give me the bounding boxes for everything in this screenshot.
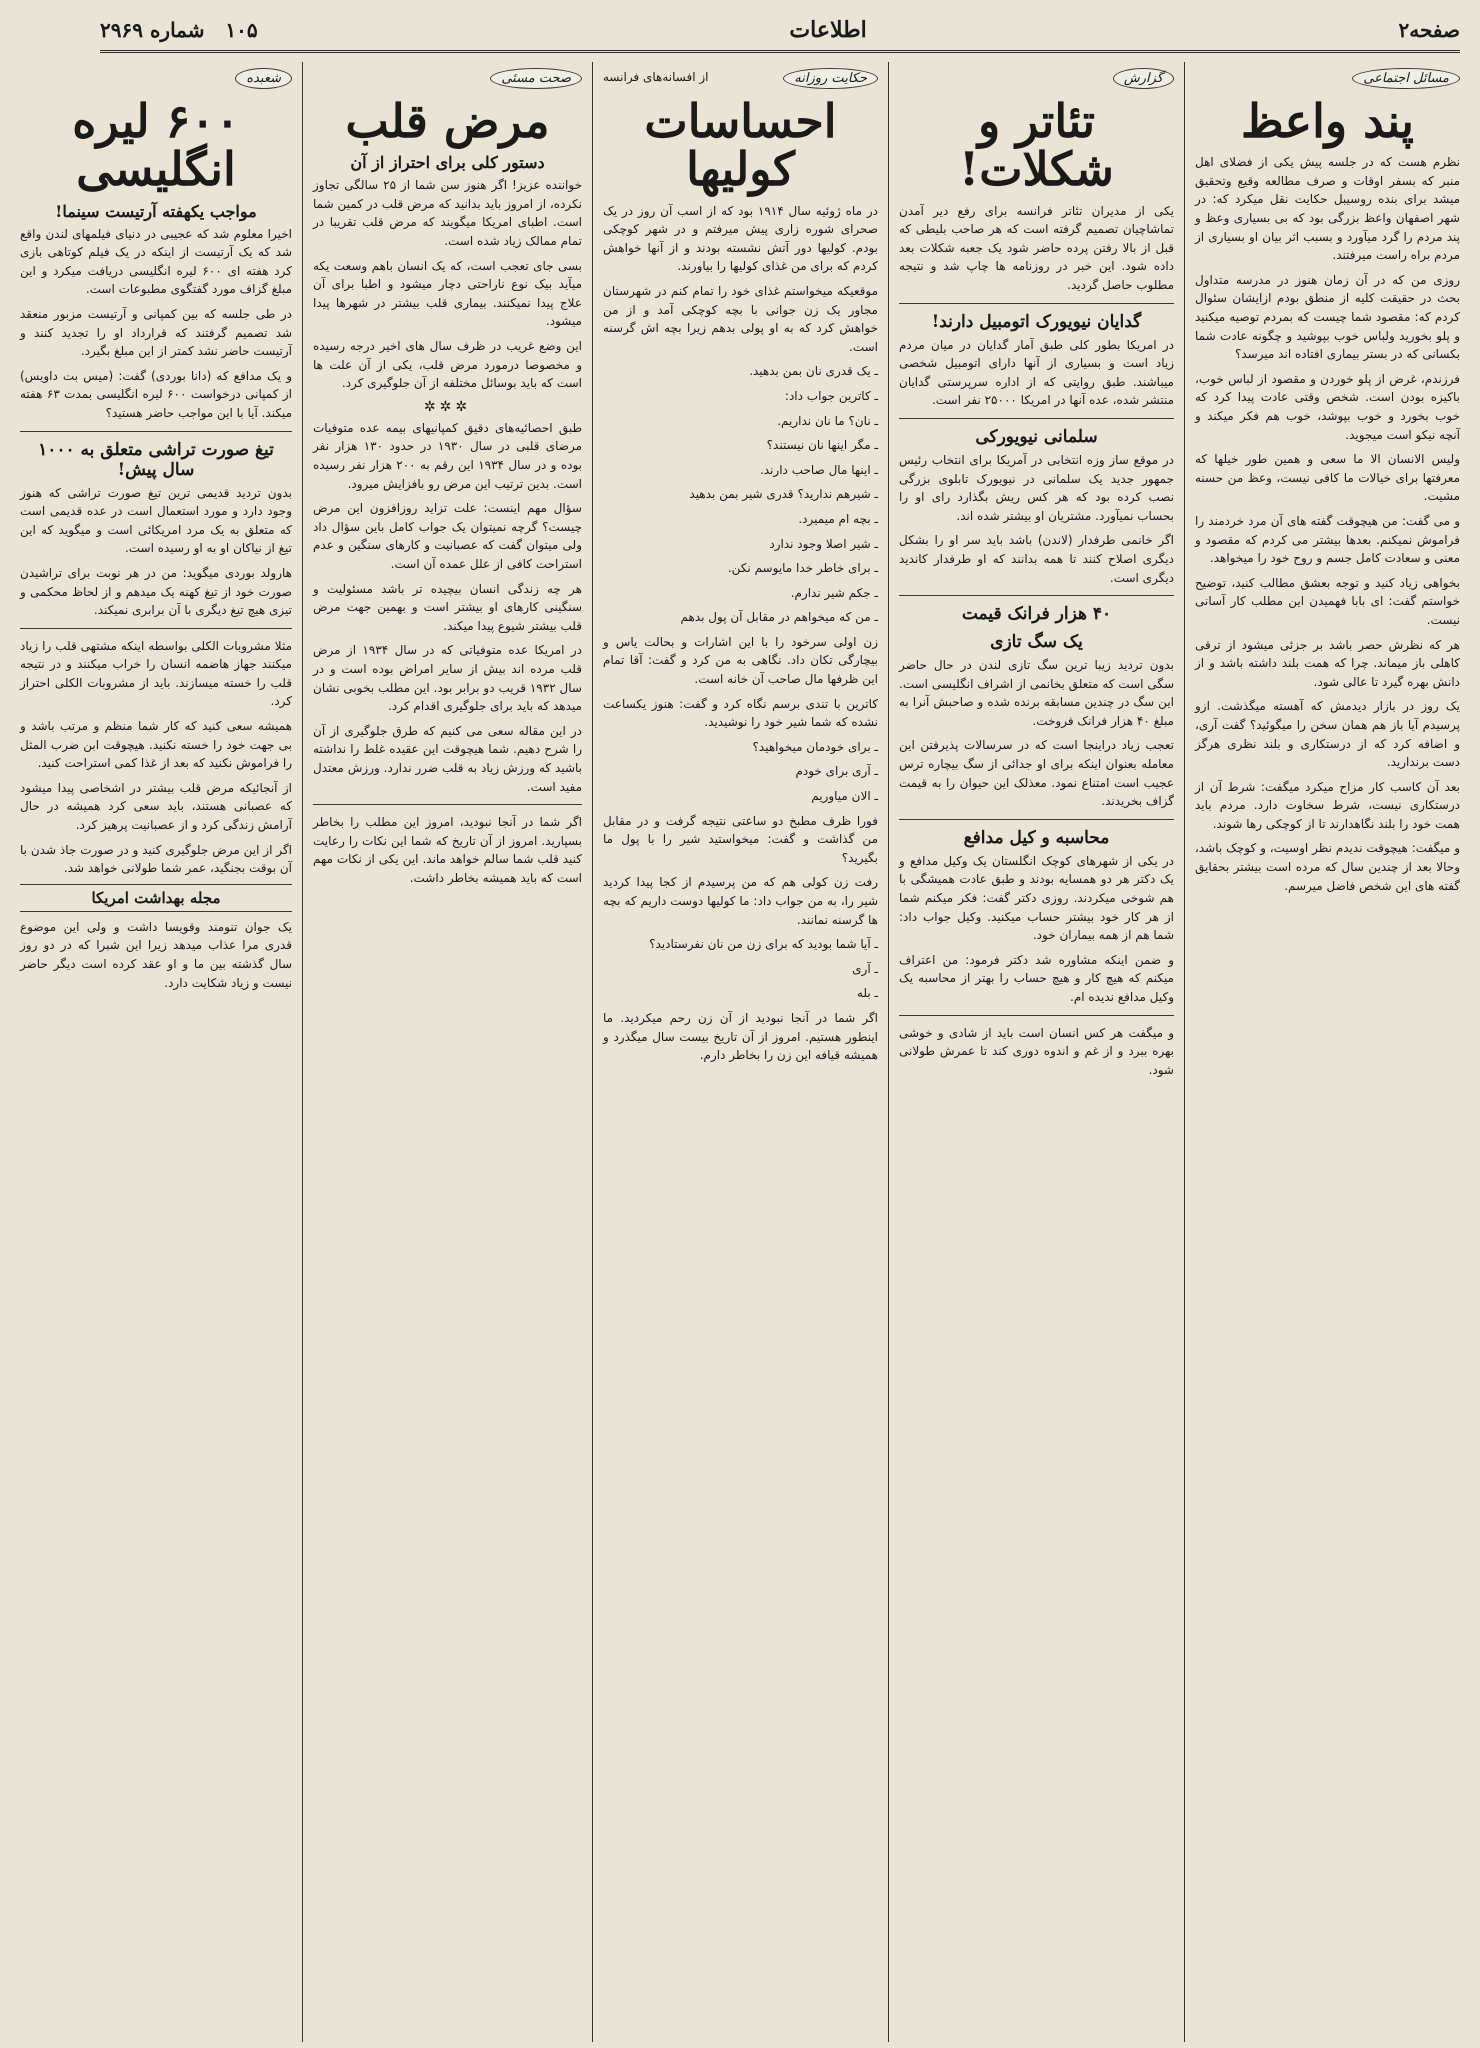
divider [20,628,292,629]
divider [899,303,1174,304]
section-heading: گدایان نیویورک اتومبیل دارند! [931,311,1142,332]
issue-info [100,18,258,42]
article-paragraph: در امریکا عده متوفیاتی که در سال ۱۹۳۴ از مرض قلب مرده اند بیش از سایر امراض بوده است و در سال ۱۹۳۲ قریب دو برابر بود. این مطلب بخوبی نشان میدهد که باید برای جلوگیری اقدام کرد. [313,643,582,714]
section-kicker: صحت مسئی [490,68,582,89]
article-headline: مرض قلب [345,94,550,148]
section-heading: تیغ صورت تراشی متعلق به ۱۰۰۰ سال پیش! [38,439,274,480]
paper-name: اطلاعات [789,17,867,43]
article-headline: ۶۰۰ لیره انگلیسی [72,94,240,197]
column-heart-disease [302,62,592,2042]
article-paragraph: و یک مدافع که (دانا بوردی) گفت: (میس بت داویس) از کمپانی درخواست ۶۰۰ لیره انگلیسی بمدت ۶۳ هفته میکند. آیا با این مواجب حاضر هستید؟ [20,368,292,420]
article-paragraph: مثلا مشروبات الکلی بواسطه اینکه مشتهی قلب را زیاد میکنند جهاز هاضمه انسان را خراب میکنند و در نتیجه قلب را خسته میسازند. باید از مشروبات الکلی احتراز کرد. [20,638,292,709]
dialog-line: ـ کاترین جواب داد: [784,388,878,403]
article-headline: احساسات کولیها [644,94,837,197]
ornament-divider: ✲✲✲ [423,398,472,415]
section-heading: یک سگ تازی [990,632,1083,653]
dialog-line: ـ یک قدری نان بمن بدهید. [749,364,878,379]
article-paragraph: اگر شما در آنجا نبودید، امروز این مطلب را بخاطر بسپارید. امروز از آن تاریخ که شما این نکات را رعایت کنید قلب شما سالم خواهد ماند. این یکی از نکات مهم است که باید همیشه بخاطر داشت. [313,815,582,885]
article-paragraph: در طی جلسه که بین کمپانی و آرتیست مزبور منعقد شد تصمیم گرفتند که قرارداد او را تجدید کنند و آرتیست حاضر نشد کمتر از این مبلغ بگیرد. [20,306,292,359]
dialog-block [603,935,878,1003]
divider [313,804,582,805]
article-paragraph: و میگفت: هیچوقت ندیدم نظر اوسیت، و کوچک باشد، وحالا بعد از چندین سال که مرده است بیشتر بحقایق گفته های این شخص فاضل میرسم. [1195,841,1460,893]
article-paragraph: در یکی از شهرهای کوچک انگلستان یک وکیل مدافع و یک دکتر هر دو همسایه بودند و طبق عادت همیشگی با هم شوخی میکردند. روزی دکتر گفت: فکر میکنم شما از هر کار خود بیشتر حساب میکنید. وکیل جواب داد: شما هم از همه بیماران خود. [899,853,1174,943]
dialog-line: ـ شیرهم ندارید؟ قدری شیر بمن بدهید [689,487,878,502]
dialog-line: ـ آری برای خودم [795,764,878,779]
section-kicker: مسائل اجتماعی [1352,68,1460,89]
article-paragraph: بعد آن کاسب کار مزاح میکرد میگفت: شرط آن از درستکاری نیست، شرط سخاوت دارد. مردم باید همت خود را بلند نگاهدارند تا از کوچکی رها شوند. [1195,779,1460,831]
dialog-line: ـ من که میخواهم در مقابل آن پول بدهم [680,610,878,625]
divider [899,819,1174,820]
section-kicker: شعبده [235,68,292,89]
article-paragraph: اگر از این مرض جلوگیری کنید و در صورت جاذ شدن با آن بوقت بجنگید، عمر شما طولانی خواهد شد. [20,842,292,876]
dialog-line: ـ برای خودمان میخواهید؟ [752,739,878,754]
article-paragraph: کاترین با تندی برسم نگاه کرد و گفت: هنوز یکساعت نشده که شما شیر خود را نوشیدید. [603,696,878,730]
article-paragraph: بسی جای تعجب است، که یک انسان باهم وسعت یکه میآید بیک نوع ناراحتی دچار میشود و اطبا برای آن علاج پیدا نمیکنند. بیماری قلب بیشتر در شهرها پیدا میشود. [313,258,582,329]
dialog-line: ـ اینها مال صاحب دارند. [759,462,878,477]
dialog-block [603,362,878,627]
dialog-line: ـ نان؟ ما نان نداریم. [777,413,878,428]
column-cinema [10,62,302,2042]
kicker-note: از افسانه‌های فرانسه [603,69,709,84]
section-kicker: گزارش [1113,68,1174,89]
article-paragraph: هارولد بوردی میگوید: من در هر نوبت برای تراشیدن صورت خود از تیغ کهنه یک میدهم و از لحاظ محکمی و تیزی هیچ تیغ دیگری با آن برابری نمیکند. [20,565,292,618]
dialog-line: ـ آیا شما بودید که برای زن من نان نفرستادید؟ [649,937,878,952]
article-subheadline: دستور کلی برای احتراز از آن [350,153,545,173]
article-paragraph: تعجب زیاد دراینجا است که در سرسالات پذیرفتن این معامله بعنوان اینکه برای او جدائی از سگ بیچاره ترس عجیب است امتناع نمود. معذلک این حیوان را به قیمت گزاف بخریدند. [899,738,1174,809]
article-paragraph: هر که نظرش حصر باشد بر جزئی میشود از ترقی کاهلی باز میماند. چرا که همت بلند داشته باشد و از دانش بهره گیرد تا عالی شود. [1195,637,1460,689]
article-paragraph: اخیرا معلوم شد که عجیبی در دنیای فیلمهای لندن واقع شد که یک آرتیست از اینکه در یک فیلم کوتاهی بازی کرد هفته ای ۶۰۰ لیره انگلیسی دریافت میکرد و این مبلغ گزاف مورد گفتگوی مطبوعات است. [20,226,292,297]
dialog-line: ـ شیر اصلا وجود ندارد [769,536,878,551]
section-heading: ۴۰ هزار فرانک قیمت [961,604,1112,625]
article-paragraph: رفت زن کولی هم که من پرسیدم از کجا پیدا کردید شیر را، به من جواب داد: ما کولیها دوست داریم که بچه ها گرسنه نمانند. [603,875,878,927]
article-subheadline: مواجب یکهفته آرتیست سینما! [55,201,257,221]
section-heading: سلمانی نیویورکی [975,426,1098,447]
divider [20,431,292,432]
article-paragraph: بخواهی زیاد کنید و توجه بعشق مطالب کنید، توضیح خواستم گفت: ای بابا فهمیدن این مطلب کار آسانی نیست. [1195,575,1460,627]
article-paragraph: سؤال مهم اینست: علت تزاید روزافزون این مرض چیست؟ گرچه نمیتوان یک جواب کامل باین سؤال داد ولی میتوان گفت که عصبانیت و کارهای سنگین و عدم استراحت کافی از علل عمده آن است. [313,501,582,571]
article-paragraph: طبق احصائیه‌های دقیق کمپانیهای بیمه عده متوفیات مرضای قلبی در سال ۱۹۳۰ در حدود ۱۳۰ هزار نفر بوده و در سال ۱۹۳۴ این رقم به ۲۰۰ هزار نفر رسیده است. بدین ترتیب این مرض رو بافزایش میرود. [313,420,583,491]
dialog-line: ـ جکم شیر ندارم. [790,585,878,600]
article-paragraph: یک جوان تنومند وقویسا داشت و ولی این موضوع قدری مرا عذاب میدهد زیرا این شبرا که در دو روز سال گذشته بین ما و او عقد کرده است دیگر حاضر نیست و زیاد شکایت دارد. [20,919,292,990]
article-paragraph: زن اولی سرخود را با این اشارات و بحالت یاس و بیچارگی تکان داد. نگاهی به من کرد و گفت: آقا تمام این ظرفها مال صاحب آن خانه است. [603,634,878,687]
dialog-line: ـ بله [856,986,878,1001]
divider [899,595,1174,596]
article-paragraph: و میگفت هر کس انسان است باید از شادی و خوشی بهره ببرد و از غم و اندوه دوری کند تا عمرش طولانی شود. [899,1025,1174,1077]
kicker-row [603,62,878,91]
article-paragraph: در موقع ساز وزه انتخابی در آمریکا برای انتخاب رئیس جمهور جدید یک سلمانی در نیویورک تابلوی بزرگی نصب کرده بود که هر کس ریش بگذارد رای او را بحساب نمیآورد. مشتریان او بیشتر شده اند. [899,452,1174,523]
page-number: صفحه۲ [1398,18,1460,42]
dialog-line: ـ الان میاوریم [811,789,878,804]
dialog-line: ـ برای خاطر خدا مایوسم نکن. [727,561,878,576]
issue-date: ۱۰۵ [225,18,258,42]
article-paragraph: ولیس الانسان الا ما سعی و همین طور خیلها که معرفتها برای خیالات ما کافی نیست، وعظ من حسنه مشیت. [1195,452,1460,504]
dialog-block [603,738,878,806]
section-kicker: حکایت روزانه [783,68,878,89]
dialog-line: ـ بچه ام میمیرد. [798,511,878,526]
column-pand-vaez [1184,62,1470,2042]
article-paragraph: و می گفت: من هیچوقت گفته های آن مرد خردمند را فراموش نمیکنم. بعدها بیشتر می کردم که مقصود و معنی و سعادت کامل جسم و روح خود را میخواهد. [1195,513,1460,566]
article-paragraph: یک روز در بازار دیدمش که آهسته میگذشت. ازو پرسیدم آیا باز هم همان سخن را میگوئید؟ گفت آری، و اضافه کرد که از درستکاری و بلند نظری هرگز دست برندارید. [1195,699,1460,770]
article-paragraph: و ضمن اینکه مشاوره شد دکتر فرمود: من اعتراف میکنم که هیچ کار و هیچ حساب را بهتر از محاسبه یک وکیل مدافع ندیده ام. [899,952,1174,1004]
article-paragraph: از آنجائیکه مرض قلب بیشتر در اشخاصی پیدا میشود که عصبانی هستند، باید سعی کرد همیشه در حال آرامش زندگی کرد و از عصبانیت پرهیز کرد. [20,780,292,833]
article-paragraph: بدون تردید قدیمی ترین تیغ صورت تراشی که هنوز وجود دارد و مورد استعمال است در عده قدیمی است که متعلق به یک مرد امریکائی است و میگوید که این تیغ از نیاکان او به او رسیده است. [20,485,292,556]
dialog-line: ـ مگر اینها نان نیستند؟ [766,438,878,453]
source-credit: مجله بهداشت امریکا [20,884,292,912]
dialog-line: ـ آری [852,961,878,976]
article-paragraph: فورا ظرف مطبخ دو ساعتی نتیجه گرفت و در مقابل من گذاشت و گفت: میخواستید شیر را با پول ما بگیرید؟ [603,813,878,865]
article-paragraph: فرزندم، غرض از پلو خوردن و مقصود از لباس خوب، باکیزه بودن است. شخص وقتی عادت پیدا کرد که خوب بخورد و خوب بپوشد، خوب هم فکر میکند و آنچه نیکو است میجوید. [1195,371,1460,442]
article-headline: تئاتر و شکلات! [959,94,1114,197]
article-paragraph: هر چه زندگی انسان بیچیده تر باشد مسئولیت و سنگینی کارهای او بیشتر است و بهمین جهت مرض قلب بیشتر شیوع پیدا میکند. [313,581,582,633]
article-paragraph: اگر خانمی طرفدار (لاندن) باشد باید سر او را بشکل دیگری اصلاح کنند تا همه بدانند که او طرفدار کاندید دیگری است. [899,533,1174,585]
section-heading: محاسبه و کیل مدافع [963,827,1110,848]
article-paragraph: در این مقاله سعی می کنیم که طرق جلوگیری از آن را شرح دهیم. شما هیچوقت این عقیده غلط را نداشته باشید که ورزش زیاد به قلب ضرر ندارد. ورزش معتدل مفید است. [313,723,582,794]
column-theater [888,62,1184,2042]
masthead [100,10,1460,53]
divider [899,1015,1174,1016]
article-paragraph: یکی از مدیران تئاتر فرانسه برای رفع دیر آمدن تماشاچیان تصمیم گرفته است که هر صاحب بلیطی که قبل از بالا رفتن پرده حاضر شود یک جعبه شکلات بعد داده شود. این خبر در روزنامه ها چاپ شد و نتیجه مطلوب حاصل گردید. [899,203,1174,292]
article-paragraph: نظرم هست که در جلسه پیش یکی از فضلای اهل منبر که بسفر اوقات و صرف مطالعه وقیع وتحقیق میشد برای بنده روسیبل حکایت نقل میکرد که: در شهر اصفهان واعظ بزرگی بود که بی بسیاری وعظ و پند مردم را گرد میآورد و بسبب اثر بیان او بسیاری از مردم براه راست میرفتند. [1195,155,1460,263]
article-paragraph: در امریکا بطور کلی طبق آمار گدایان در میان مردم زیاد است و بسیاری از آنها دارای اتومبیل شخصی میباشند. طبق روایتی که از اداره سرپرستی گدایان منتشر شده، عده آنها در امریکا ۲۵۰۰۰ نفر است. [899,337,1174,408]
article-paragraph: این وضع غریب در ظرف سال های اخیر درجه رسیده و مخصوصا درمورد مرض قلب، یکی از آن علت ها است که باید بوسائل مختلفه از آن جلوگیری کرد. [313,339,582,391]
article-headline: پند واعظ [1241,94,1414,148]
article-paragraph: خواننده عزیز! اگر هنوز سن شما از ۲۵ سالگی تجاوز نکرده، از امروز باید بدانید که مرض قلب در کمین شما است. اطبای امریکا میگویند که مرض قلب تقریبا در تمام ممالک زیاد شده است. [313,178,582,249]
article-paragraph: روزی من که در آن زمان هنوز در مدرسه متداول بحث در حقیقت کلیه از منطق بودم ازایشان سئوال کردم که: مقصود شما چیست که بمردم توصیه میکنید و پلو بخورید ولباس خوب بپوشید و چگونه عادت شما بکسانی که در بستر بیماری افتاده اند میرسد؟ [1195,272,1460,362]
article-paragraph: بدون تردید زیبا ترین سگ تازی لندن در حال حاضر سگی است که متعلق بخانمی از اشراف انگلیسی است. این سگ در چندین مسابقه برنده شده و صاحبش آنرا به مبلغ ۴۰ هزار فرانک فروخت. [899,658,1174,728]
issue-number: شماره ۲۹۶۹ [100,18,205,42]
divider [899,418,1174,419]
article-paragraph: در ماه ژوئیه سال ۱۹۱۴ بود که از اسب آن روز در یک صحرای شوره زاری پیش میرفتم و در شهر کوچکی بودم. کولیها دور آتش نشسته بودند و از آنها خواهش کردم که برای من غذای کولیها را بیاورند. [603,203,878,274]
article-paragraph: همیشه سعی کنید که کار شما منظم و مرتب باشد و بی جهت خود را خسته نکنید. هیچوقت ابن ضرب المثل را فراموش نکنید که بعد از غذا کمی استراحت کنید. [20,719,292,771]
article-paragraph: موقعیکه میخواستم غذای خود را تمام کنم در شهرستان مجاور یک زن جوانی با بچه کوچکی آمد و از من خواهش کرد که به او پولی بدهم زیرا بچه اش گرسنه است. [603,283,878,354]
column-gypsies [592,62,888,2042]
columns [10,62,1470,2042]
article-paragraph: اگر شما در آنجا نبودید از آن زن رحم میکردید. ما اینطور هستیم. امروز از آن تاریخ بیست سال میگذرد و همیشه قیافه این زن را بخاطر دارم. [603,1010,878,1063]
